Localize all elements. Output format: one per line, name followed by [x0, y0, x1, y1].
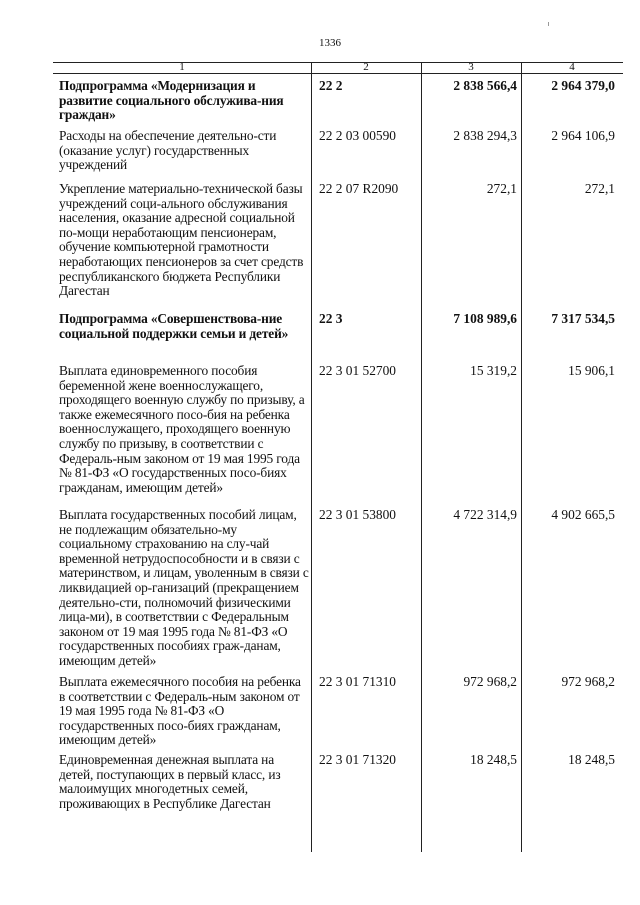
row-code: 22 3 01 52700 — [319, 363, 396, 378]
row-name: Расходы на обеспечение деятельно-сти (оказание услуг) государственных учреждений — [59, 128, 277, 173]
row-name: Подпрограмма «Совершенствова-ние социальной поддержки семьи и детей» — [59, 311, 289, 341]
row-code: 22 3 — [319, 311, 343, 326]
row-code: 22 3 01 71320 — [319, 752, 396, 767]
row-code: 22 3 01 53800 — [319, 507, 396, 522]
column-divider-3 — [521, 62, 522, 852]
page-number: 1336 — [319, 37, 341, 49]
column-header-2: 2 — [363, 61, 369, 73]
row-name: Выплата единовременного пособия беременной жене военнослужащего, проходящего военную службу по призыву, а также ежемесячного посо-бия на ребенка военнослужащего, проходящего военную службу по призыву, в соответствии с Федераль-ным законом от 19 мая 1995 года № 81-ФЗ «О государственных посо-биях гражданам, имеющим детей» — [59, 363, 305, 495]
row-code: 22 2 07 R2090 — [319, 181, 399, 196]
row-value-3: 4 722 314,9 — [453, 507, 517, 522]
row-value-3: 18 248,5 — [470, 752, 517, 767]
row-name: Подпрограмма «Модернизация и развитие социального обслужива-ния граждан» — [59, 78, 284, 123]
row-value-4: 972 968,2 — [561, 674, 615, 689]
row-value-4: 2 964 379,0 — [551, 78, 615, 93]
row-value-3: 2 838 294,3 — [453, 128, 517, 143]
row-code: 22 2 — [319, 78, 343, 93]
column-header-4: 4 — [569, 61, 575, 73]
row-value-3: 15 319,2 — [470, 363, 517, 378]
column-header-1: 1 — [179, 61, 185, 73]
row-value-4: 4 902 665,5 — [551, 507, 615, 522]
column-divider-2 — [421, 62, 422, 852]
row-value-3: 7 108 989,6 — [453, 311, 517, 326]
column-header-3: 3 — [468, 61, 474, 73]
budget-table — [53, 62, 623, 852]
row-code: 22 2 03 00590 — [319, 128, 396, 143]
row-value-4: 272,1 — [584, 181, 615, 196]
row-name: Выплата ежемесячного пособия на ребенка в соответствии с Федераль-ным законом от 19 мая 1995 года № 81-ФЗ «О государственных посо-биях гражданам, имеющим детей» — [59, 674, 301, 748]
scan-mark — [548, 22, 549, 26]
row-name: Выплата государственных пособий лицам, не подлежащим обязательно-му социальному страхованию на слу-чай временной нетрудоспособности и в связи с материнством, и лицам, уволенным в связи с ликвидацией ор-ганизаций (прекращением деятельно-сти, полномочий физическими лица-ми), в соответствии с Федеральным законом от 19 мая 1995 года № 81-ФЗ «О государственных пособиях граж-данам, имеющим детей» — [59, 507, 309, 668]
row-value-4: 7 317 534,5 — [551, 311, 615, 326]
row-code: 22 3 01 71310 — [319, 674, 396, 689]
row-name: Единовременная денежная выплата на детей, поступающих в первый класс, из малоимущих многодетных семей, проживающих в Республике Дагестан — [59, 752, 281, 811]
header-bottom-border — [53, 73, 623, 74]
column-divider-1 — [311, 62, 312, 852]
row-value-4: 18 248,5 — [568, 752, 615, 767]
row-value-4: 2 964 106,9 — [551, 128, 615, 143]
row-value-3: 972 968,2 — [463, 674, 517, 689]
row-value-3: 2 838 566,4 — [453, 78, 517, 93]
row-value-4: 15 906,1 — [568, 363, 615, 378]
row-name: Укрепление материально-технической базы учреждений соци-ального обслуживания населения, оказание адресной социальной по-мощи неработающим пенсионерам, обучение компьютерной грамотности неработающих пенсионеров за счет средств республиканского бюджета Республики Дагестан — [59, 181, 304, 299]
row-value-3: 272,1 — [486, 181, 517, 196]
